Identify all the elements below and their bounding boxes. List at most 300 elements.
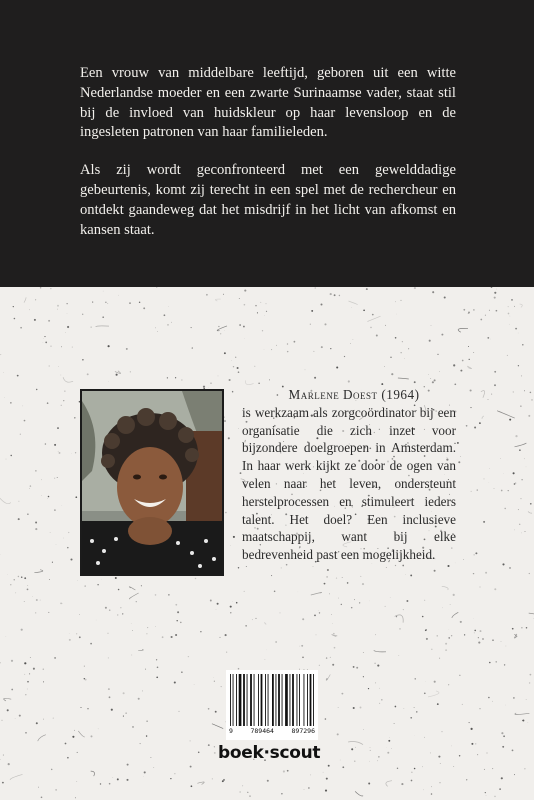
texture-speck — [529, 573, 530, 574]
texture-speck — [483, 521, 485, 523]
texture-speck — [240, 791, 241, 792]
texture-speck — [466, 779, 467, 780]
texture-speck — [463, 559, 464, 560]
texture-speck — [518, 509, 519, 510]
texture-speck — [328, 765, 330, 767]
texture-speck — [504, 508, 505, 509]
texture-speck — [50, 532, 51, 533]
texture-speck — [457, 442, 459, 444]
texture-speck — [147, 627, 148, 628]
texture-speck — [496, 661, 497, 662]
texture-speck — [363, 309, 365, 311]
texture-speck — [434, 570, 436, 572]
texture-speck — [3, 372, 4, 373]
texture-speck — [488, 399, 489, 400]
texture-speck — [501, 641, 502, 642]
texture-speck — [478, 642, 480, 644]
texture-speck — [41, 495, 42, 496]
texture-speck — [480, 708, 481, 709]
texture-speck — [515, 435, 517, 437]
texture-speck — [139, 302, 140, 303]
texture-speck — [471, 491, 472, 492]
texture-speck — [522, 720, 524, 722]
texture-speck — [77, 752, 78, 753]
texture-speck — [514, 306, 515, 307]
texture-speck — [468, 346, 469, 347]
texture-speck — [466, 425, 468, 427]
texture-speck — [35, 470, 36, 471]
texture-speck — [521, 627, 522, 628]
texture-speck — [396, 616, 397, 617]
texture-speck — [377, 665, 379, 667]
texture-speck — [299, 646, 300, 647]
texture-speck — [363, 729, 364, 730]
texture-speck — [92, 302, 93, 303]
texture-speck — [260, 302, 261, 303]
texture-speck — [518, 365, 519, 366]
texture-speck — [414, 287, 416, 289]
texture-speck — [353, 666, 355, 668]
texture-speck — [314, 377, 316, 379]
texture-speck — [304, 789, 305, 790]
barcode-bar — [307, 674, 308, 726]
texture-speck — [459, 675, 460, 676]
texture-speck — [136, 601, 137, 602]
texture-speck — [509, 324, 510, 325]
texture-speck — [175, 377, 176, 378]
texture-speck — [131, 655, 132, 656]
texture-speck — [54, 657, 56, 659]
texture-speck — [61, 346, 62, 347]
texture-speck — [167, 324, 168, 325]
texture-speck — [256, 618, 257, 619]
texture-speck — [82, 359, 84, 361]
texture-speck — [316, 635, 317, 636]
texture-speck — [116, 374, 118, 376]
texture-speck — [474, 630, 476, 632]
texture-speck — [239, 324, 241, 326]
texture-speck — [401, 352, 402, 353]
texture-speck — [494, 384, 496, 386]
texture-speck — [462, 704, 463, 705]
texture-speck — [338, 598, 339, 599]
texture-speck — [170, 778, 171, 779]
barcode-bar — [282, 674, 283, 726]
texture-speck — [212, 778, 213, 779]
texture-speck — [20, 327, 22, 329]
texture-speck — [75, 452, 76, 453]
texture-speck — [381, 699, 382, 700]
texture-speck — [471, 743, 473, 745]
barcode-bar — [299, 674, 300, 726]
texture-speck — [2, 782, 4, 784]
texture-speck — [416, 711, 417, 712]
texture-speck — [146, 736, 147, 737]
texture-speck — [21, 576, 23, 578]
texture-speck — [252, 619, 253, 620]
texture-speck — [342, 577, 343, 578]
texture-speck — [70, 558, 72, 560]
texture-speck — [444, 296, 446, 298]
author-bio-text: is werkzaam als zorgcoördinator bij een organisatie die zich inzet voor bijzondere doelgroepen in Amsterdam. In haar werk kijkt ze door de ogen van velen naar het leven, ondersteunt herstelprocessen en stimuleert ieders talent. Het doel? Een inclusieve maatschappij, want bij elke bedrevenheid past een mogelijkheid. — [242, 404, 456, 563]
texture-speck — [82, 314, 83, 315]
author-name: Marlene Doest (1964) — [288, 387, 420, 402]
barcode-bars — [226, 670, 318, 728]
texture-speck — [36, 722, 38, 724]
publisher-logo-part1: boek — [218, 743, 264, 763]
texture-speck — [395, 565, 396, 566]
texture-speck — [480, 319, 482, 321]
barcode-bar — [236, 674, 237, 726]
texture-speck — [319, 612, 320, 613]
texture-speck — [242, 785, 243, 786]
texture-speck — [54, 478, 55, 479]
texture-speck — [225, 512, 227, 514]
texture-speck — [336, 366, 338, 368]
texture-speck — [34, 319, 36, 321]
texture-speck — [72, 736, 74, 738]
texture-speck — [24, 577, 26, 579]
texture-speck — [347, 582, 349, 584]
texture-speck — [468, 311, 470, 313]
texture-speck — [249, 795, 251, 797]
texture-speck — [59, 452, 61, 454]
texture-speck — [105, 607, 107, 609]
texture-speck — [351, 307, 352, 308]
texture-speck — [370, 747, 371, 748]
texture-speck — [164, 314, 166, 316]
texture-speck — [473, 573, 474, 574]
texture-speck — [208, 744, 210, 746]
texture-speck — [287, 770, 289, 772]
texture-speck — [474, 427, 476, 429]
texture-speck — [507, 355, 508, 356]
publisher-logo-part2: scout — [269, 743, 321, 763]
texture-speck — [258, 383, 259, 384]
texture-speck — [424, 737, 425, 738]
texture-speck — [210, 382, 211, 383]
texture-speck — [494, 796, 496, 798]
barcode-bar — [292, 674, 294, 726]
texture-speck — [424, 692, 426, 694]
texture-speck — [109, 609, 111, 611]
texture-speck — [363, 652, 364, 653]
texture-speck — [482, 638, 484, 640]
texture-speck — [305, 369, 306, 370]
texture-speck — [287, 343, 288, 344]
texture-speck — [235, 357, 236, 358]
texture-speck — [432, 291, 434, 293]
texture-speck — [473, 309, 475, 311]
texture-speck — [123, 692, 125, 694]
texture-speck — [526, 699, 527, 700]
texture-speck — [264, 349, 265, 350]
barcode-bar — [233, 674, 234, 726]
texture-speck — [530, 674, 532, 676]
texture-speck — [521, 533, 522, 534]
texture-speck — [366, 288, 368, 290]
texture-speck — [469, 722, 470, 723]
texture-speck — [503, 735, 505, 737]
texture-speck — [441, 334, 443, 336]
texture-speck — [108, 633, 109, 634]
texture-speck — [341, 604, 342, 605]
texture-speck — [528, 415, 530, 417]
texture-speck — [391, 373, 393, 375]
texture-speck — [35, 299, 36, 300]
texture-speck — [474, 554, 475, 555]
texture-speck — [281, 793, 282, 794]
texture-speck — [239, 298, 240, 299]
texture-speck — [454, 383, 456, 385]
texture-speck — [404, 708, 405, 709]
texture-speck — [244, 290, 246, 292]
texture-speck — [43, 719, 44, 720]
texture-speck — [3, 755, 4, 756]
texture-speck — [194, 684, 195, 685]
texture-speck — [423, 790, 424, 791]
texture-speck — [301, 645, 303, 647]
texture-speck — [362, 583, 364, 585]
texture-speck — [45, 342, 47, 344]
texture-speck — [49, 579, 50, 580]
texture-speck — [432, 381, 434, 383]
texture-speck — [118, 295, 119, 296]
texture-speck — [451, 635, 452, 636]
texture-speck — [387, 752, 389, 754]
texture-speck — [431, 793, 433, 795]
texture-speck — [79, 614, 80, 615]
texture-speck — [10, 402, 11, 403]
texture-speck — [363, 676, 364, 677]
texture-speck — [15, 592, 16, 593]
texture-speck — [403, 609, 404, 610]
texture-speck — [477, 754, 478, 755]
texture-speck — [228, 437, 230, 439]
barcode-digits-right: 897296 — [291, 727, 315, 735]
texture-speck — [508, 490, 509, 491]
texture-speck — [480, 587, 481, 588]
texture-speck — [138, 698, 140, 700]
texture-speck — [275, 641, 276, 642]
texture-speck — [513, 472, 515, 474]
texture-speck — [25, 732, 27, 734]
texture-speck — [220, 637, 221, 638]
texture-speck — [395, 706, 397, 708]
texture-speck — [57, 477, 58, 478]
texture-speck — [470, 407, 471, 408]
texture-speck — [402, 565, 404, 567]
texture-speck — [474, 633, 475, 634]
texture-speck — [294, 341, 296, 343]
texture-speck — [319, 665, 320, 666]
texture-speck — [75, 496, 77, 498]
barcode-bar — [254, 674, 255, 726]
texture-speck — [226, 652, 227, 653]
texture-speck — [368, 783, 370, 785]
texture-speck — [506, 646, 507, 647]
barcode-bar — [265, 674, 266, 726]
texture-speck — [236, 602, 238, 604]
texture-speck — [411, 772, 412, 773]
texture-speck — [514, 483, 516, 485]
barcode-bar — [290, 674, 291, 726]
texture-speck — [87, 373, 89, 375]
texture-speck — [230, 612, 231, 613]
texture-speck — [286, 564, 288, 566]
texture-speck — [18, 501, 19, 502]
barcode-bar — [239, 674, 242, 726]
texture-speck — [494, 292, 496, 294]
texture-speck — [64, 391, 65, 392]
texture-speck — [191, 327, 192, 328]
texture-speck — [62, 603, 63, 604]
texture-speck — [283, 770, 285, 772]
texture-speck — [218, 376, 219, 377]
texture-speck — [501, 732, 503, 734]
texture-speck — [437, 703, 439, 705]
publisher-logo — [218, 743, 338, 763]
texture-speck — [326, 778, 328, 780]
texture-speck — [440, 782, 441, 783]
texture-speck — [243, 326, 245, 328]
texture-speck — [470, 389, 472, 391]
texture-speck — [397, 768, 398, 769]
texture-speck — [390, 357, 391, 358]
texture-speck — [410, 574, 412, 576]
texture-speck — [439, 658, 440, 659]
texture-speck — [502, 746, 504, 748]
texture-speck — [429, 340, 431, 342]
texture-speck — [326, 576, 328, 578]
texture-speck — [520, 405, 521, 406]
texture-speck — [313, 566, 314, 567]
texture-speck — [520, 498, 521, 499]
texture-speck — [91, 327, 92, 328]
texture-speck — [508, 313, 510, 315]
texture-speck — [531, 399, 533, 401]
texture-speck — [414, 707, 415, 708]
texture-speck — [491, 394, 492, 395]
isbn-barcode — [226, 670, 318, 740]
texture-speck — [370, 327, 371, 328]
barcode-bar — [261, 674, 263, 726]
texture-speck — [6, 459, 7, 460]
texture-speck — [287, 351, 288, 352]
texture-speck — [27, 689, 28, 690]
texture-speck — [414, 768, 416, 770]
texture-speck — [522, 344, 524, 346]
texture-speck — [368, 688, 369, 689]
texture-speck — [492, 701, 493, 702]
texture-speck — [247, 792, 248, 793]
texture-speck — [24, 420, 26, 422]
texture-speck — [424, 600, 425, 601]
texture-speck — [0, 354, 1, 355]
texture-speck — [125, 712, 126, 713]
texture-speck — [130, 371, 131, 372]
texture-speck — [327, 569, 329, 571]
texture-speck — [210, 600, 212, 602]
texture-speck — [353, 707, 355, 709]
texture-speck — [401, 300, 402, 301]
texture-speck — [359, 602, 360, 603]
texture-speck — [513, 697, 515, 699]
texture-speck — [35, 612, 36, 613]
texture-speck — [426, 629, 427, 630]
texture-speck — [29, 673, 30, 674]
texture-speck — [310, 774, 311, 775]
texture-speck — [40, 600, 41, 601]
texture-speck — [157, 331, 158, 332]
texture-speck — [35, 522, 37, 524]
texture-speck — [155, 594, 157, 596]
texture-speck — [72, 347, 73, 348]
texture-speck — [192, 347, 193, 348]
texture-speck — [485, 315, 486, 316]
texture-speck — [118, 589, 120, 591]
texture-speck — [406, 600, 408, 602]
texture-speck — [27, 681, 29, 683]
texture-speck — [14, 318, 16, 320]
texture-speck — [395, 301, 396, 302]
texture-speck — [325, 718, 327, 720]
texture-speck — [438, 756, 440, 758]
texture-speck — [475, 743, 476, 744]
texture-speck — [448, 684, 449, 685]
texture-speck — [262, 330, 263, 331]
texture-speck — [108, 345, 110, 347]
texture-speck — [485, 792, 486, 793]
texture-speck — [36, 599, 38, 601]
texture-speck — [223, 294, 224, 295]
texture-speck — [58, 451, 59, 452]
texture-speck — [321, 304, 323, 306]
barcode-bar — [247, 674, 248, 726]
texture-speck — [29, 488, 30, 489]
texture-speck — [57, 427, 59, 429]
texture-speck — [519, 524, 520, 525]
texture-speck — [108, 657, 109, 658]
texture-speck — [8, 763, 10, 765]
texture-speck — [54, 509, 56, 511]
texture-speck — [356, 667, 358, 669]
texture-speck — [174, 773, 175, 774]
texture-speck — [274, 591, 276, 593]
texture-speck — [499, 788, 501, 790]
texture-speck — [372, 314, 374, 316]
texture-speck — [324, 323, 326, 325]
texture-speck — [117, 778, 119, 780]
texture-speck — [43, 681, 44, 682]
texture-speck — [237, 367, 239, 369]
texture-speck — [453, 766, 454, 767]
texture-speck — [192, 348, 193, 349]
texture-speck — [126, 779, 128, 781]
texture-speck — [97, 584, 98, 585]
texture-speck — [479, 422, 481, 424]
texture-speck — [157, 666, 159, 668]
texture-speck — [487, 337, 489, 339]
texture-speck — [385, 325, 386, 326]
texture-speck — [108, 688, 110, 690]
texture-speck — [176, 620, 177, 621]
texture-speck — [229, 379, 231, 381]
texture-speck — [53, 718, 54, 719]
texture-speck — [384, 366, 385, 367]
texture-speck — [501, 490, 503, 492]
author-bio — [242, 386, 456, 564]
